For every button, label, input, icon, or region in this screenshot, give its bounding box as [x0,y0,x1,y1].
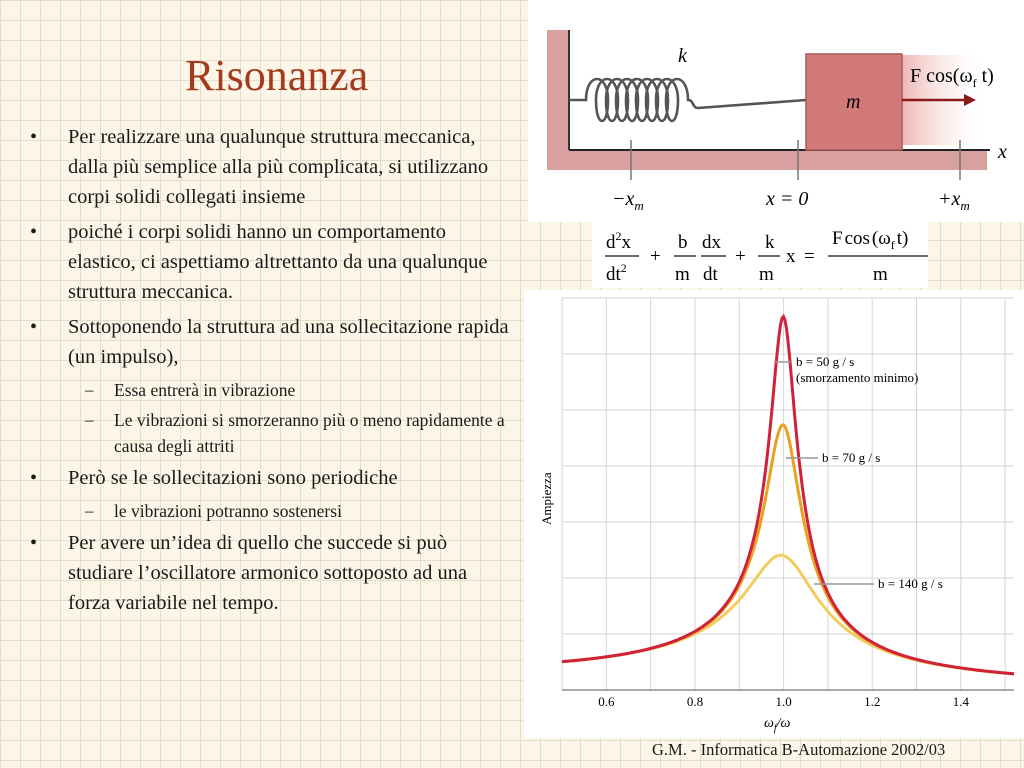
chart-grid [562,298,1014,690]
bullet-item: • poiché i corpi solidi hanno un comportamento elastico, ci aspettiamo altrettanto da una qualunque struttura meccanica. [30,217,510,307]
x-axis-label: x [998,141,1007,163]
wall [547,30,569,170]
eq-k: k [765,232,775,253]
bullet-list [30,122,510,623]
sub-bullet-item: – Le vibrazioni si smorzeranno più o meno rapidamente a causa degli attriti [30,407,510,459]
series-note: (smorzamento minimo) [796,370,919,385]
resonance-chart-svg [524,290,1024,738]
spring-coil [569,79,806,121]
series-label: b = 70 g / s [822,450,881,465]
floor [547,150,987,170]
eq-force: F $\cos (\omega_f$ t) [832,228,909,252]
x-tick-label: 1.0 [775,694,792,709]
series-line [562,555,1014,674]
eq-m1: m [675,264,690,285]
pos-zero-label: x = 0 [766,188,809,210]
series-label: b = 140 g / s [878,576,943,591]
force-label: F $\cos(\omega_f$ t) [910,65,994,90]
eq-m2: m [759,264,774,285]
spring-mass-diagram [528,0,1024,222]
bullet-item: • Per realizzare una qualunque struttura meccanica, dalla più semplice alla più complicata, si utilizzano corpi solidi collegati insieme [30,122,510,212]
resonance-chart [524,290,1024,738]
x-axis-label: $\omega_f/\omega$ [764,716,791,734]
chart-curves [562,317,1014,674]
eq-dx: dx [702,232,721,253]
footer-text: G.M. - Informatica B-Automazione 2002/03 [652,740,946,759]
x-tick-label: 1.4 [952,694,969,709]
bullet-item: • Per avere un’idea di quello che succede si può studiare l’oscillatore armonico sottoposto ad una forza variabile nel tempo. [30,528,510,618]
eq-plus2: + [735,246,746,267]
mass-label: m [846,91,861,113]
x-tick-label: 1.2 [864,694,881,709]
x-tick-label: 0.8 [686,694,704,709]
bullet-item: • Sottoponendo la struttura ad una sollecitazione rapida (un impulso), [30,312,510,372]
y-axis-label: Ampiezza [539,472,554,525]
eq-equals: = [804,246,815,267]
eq-m3: m [873,264,888,285]
pos-plus-label: $+x_m$ [938,188,970,213]
series-line [562,425,1014,674]
x-tick-label: 0.6 [598,694,615,709]
chart-ticks [598,694,969,709]
eq-dt: dt [703,264,718,285]
pos-minus-label: $-x_m$ [612,188,644,213]
bullet-item: • Però se le sollecitazioni sono periodiche [30,463,510,493]
eq-d2x: $d^2x$ [606,229,631,253]
equation-svg [592,222,928,288]
eq-x: x [786,246,796,267]
slide-title: Risonanza [185,51,369,100]
eq-b: b [678,232,688,253]
eq-dt2: $dt^2$ [606,261,627,285]
series-label: b = 50 g / s [796,354,855,369]
sub-bullet-item: – le vibrazioni potranno sostenersi [30,498,510,524]
series-line [562,317,1014,674]
eq-plus1: + [650,246,661,267]
equation-box [592,222,928,288]
spring-label: k [678,45,687,67]
spring-mass-svg [528,0,1024,222]
sub-bullet-item: – Essa entrerà in vibrazione [30,377,510,403]
